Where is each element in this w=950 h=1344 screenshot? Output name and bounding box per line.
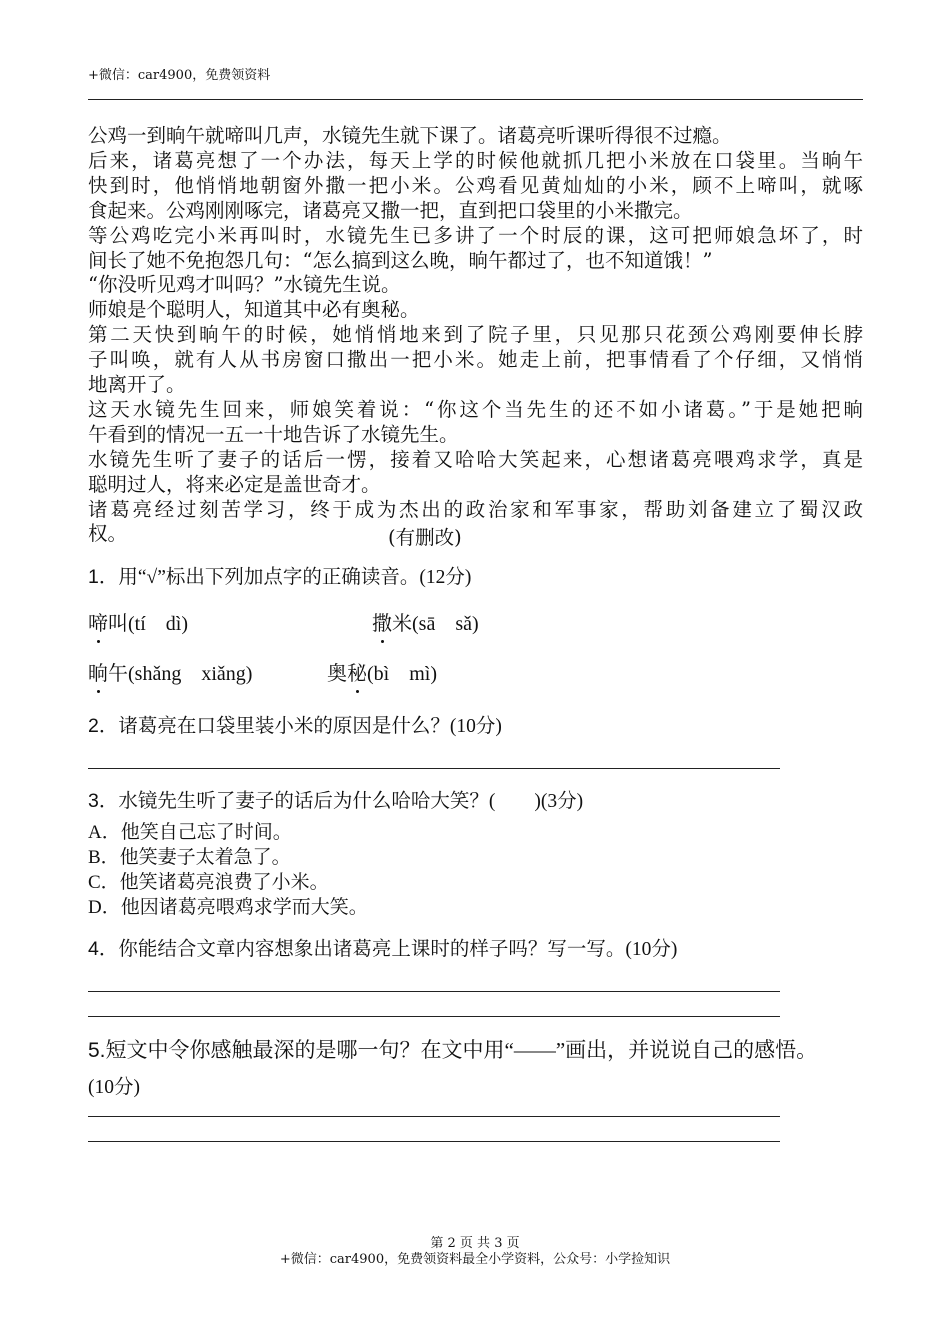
answer-line[interactable] [88,1141,780,1142]
passage-line: 地离开了。 [88,373,186,396]
passage-line: 这天水镜先生回来，师娘笑着说：“你这个当先生的还不如小诸葛。”于是她把晌 [88,397,863,421]
passage-line: 水镜先生听了妻子的话后一愣，接着又哈哈大笑起来，心想诸葛亮喂鸡求学，真是 [88,447,863,471]
passage-line: 后来，诸葛亮想了一个办法，每天上学的时候他就抓几把小米放在口袋里。当晌午 [88,148,863,172]
edit-note: (有删改) [388,526,462,549]
question-text: 短文中令你感触最深的是哪一句？在文中用“——”画出，并说说自己的感悟。 [105,1038,818,1062]
passage-line: 食起来。公鸡刚刚啄完，诸葛亮又撒一把，直到把口袋里的小米撒完。 [88,198,693,222]
dotted-char: 晌 [88,663,108,685]
passage-line: 诸葛亮经过刻苦学习，终于成为杰出的政治家和军事家，帮助刘备建立了蜀汉政 [88,497,863,521]
passage-line: 间长了她不免抱怨几句：“怎么搞到这么晚，晌午都过了，也不知道饿！” [88,248,713,272]
question-text: 水镜先生听了妻子的话后为什么哈哈大笑？( )(3分) [118,791,584,812]
char: 午 [108,663,128,685]
dotted-char: 秘 [347,663,367,685]
dotted-char: 啼 [88,613,108,635]
option-c: C．他笑诸葛亮浪费了小米。 [88,872,329,893]
passage-line: “你没听见鸡才叫吗？”水镜先生说。 [88,273,401,297]
answer-line[interactable] [88,991,780,992]
passage-line: 子叫唤，就有人从书房窗口撒出一把小米。她走上前，把事情看了个仔细，又悄悄 [88,348,863,372]
pinyin-options: (shǎng xiǎng) [128,663,253,685]
question-text: 诸葛亮在口袋里装小米的原因是什么？(10分) [118,716,502,737]
char: 叫 [108,613,128,635]
question-text: 用“√”标出下列加点字的正确读音。(12分) [118,567,472,588]
passage-line: 聪明过人，将来必定是盖世奇才。 [88,472,381,496]
option-b: B．他笑妻子太着急了。 [88,847,291,868]
page-number: 第 2 页 共 3 页 [430,1236,520,1251]
question-1 [88,561,471,589]
pinyin-item [88,607,188,636]
passage-line: 午看到的情况一五一十地告诉了水镜先生。 [88,422,459,446]
passage-line: 师娘是个聪明人，知道其中必有奥秘。 [88,298,420,322]
question-4 [88,933,677,961]
question-number: 4． [88,938,119,960]
question-2 [88,710,502,738]
passage-line: 公鸡一到晌午就啼叫几声，水镜先生就下课了。诸葛亮听课听得很不过瘾。 [88,124,732,147]
pinyin-item [88,657,252,686]
answer-line[interactable] [88,1116,780,1117]
pinyin-item [372,607,479,636]
option-d: D．他因诸葛亮喂鸡求学而大笑。 [88,897,368,918]
answer-line[interactable] [88,1016,780,1017]
passage-line: 等公鸡吃完小米再叫时，水镜先生已多讲了一个时辰的课，这可把师娘急坏了，时 [88,223,863,247]
question-text: 你能结合文章内容想象出诸葛亮上课时的样子吗？写一写。(10分) [118,939,678,960]
header-text: +微信：car4900，免费领资料 [88,68,271,83]
pinyin-item [327,657,437,686]
pinyin-options: (bì mì) [367,663,437,685]
footer-text: +微信：car4900，免费领资料最全小学资料，公众号：小学捡知识 [279,1252,671,1267]
passage-line: 快到时，他悄悄地朝窗外撒一把小米。公鸡看见黄灿灿的小米，顾不上啼叫，就啄 [88,173,863,197]
question-number: 2． [88,715,119,737]
char: 米 [392,613,412,635]
question-number: 3． [88,790,119,812]
header-rule [88,99,863,100]
passage-line: 权。 [88,522,128,546]
dotted-char: 撒 [372,613,392,635]
passage-line: 第二天快到晌午的时候，她悄悄地来到了院子里，只见那只花颈公鸡刚要伸长脖 [88,323,863,347]
answer-line[interactable] [88,768,780,769]
question-3 [88,785,583,813]
pinyin-options: (tí dì) [128,613,188,635]
option-a: A．他笑自己忘了时间。 [88,822,292,843]
char: 奥 [327,663,347,685]
question-number: 5. [88,1039,106,1062]
pinyin-options: (sā sǎ) [412,613,479,635]
question-5-score: (10分) [88,1077,140,1098]
question-number: 1． [88,566,119,588]
question-5 [88,1034,817,1064]
